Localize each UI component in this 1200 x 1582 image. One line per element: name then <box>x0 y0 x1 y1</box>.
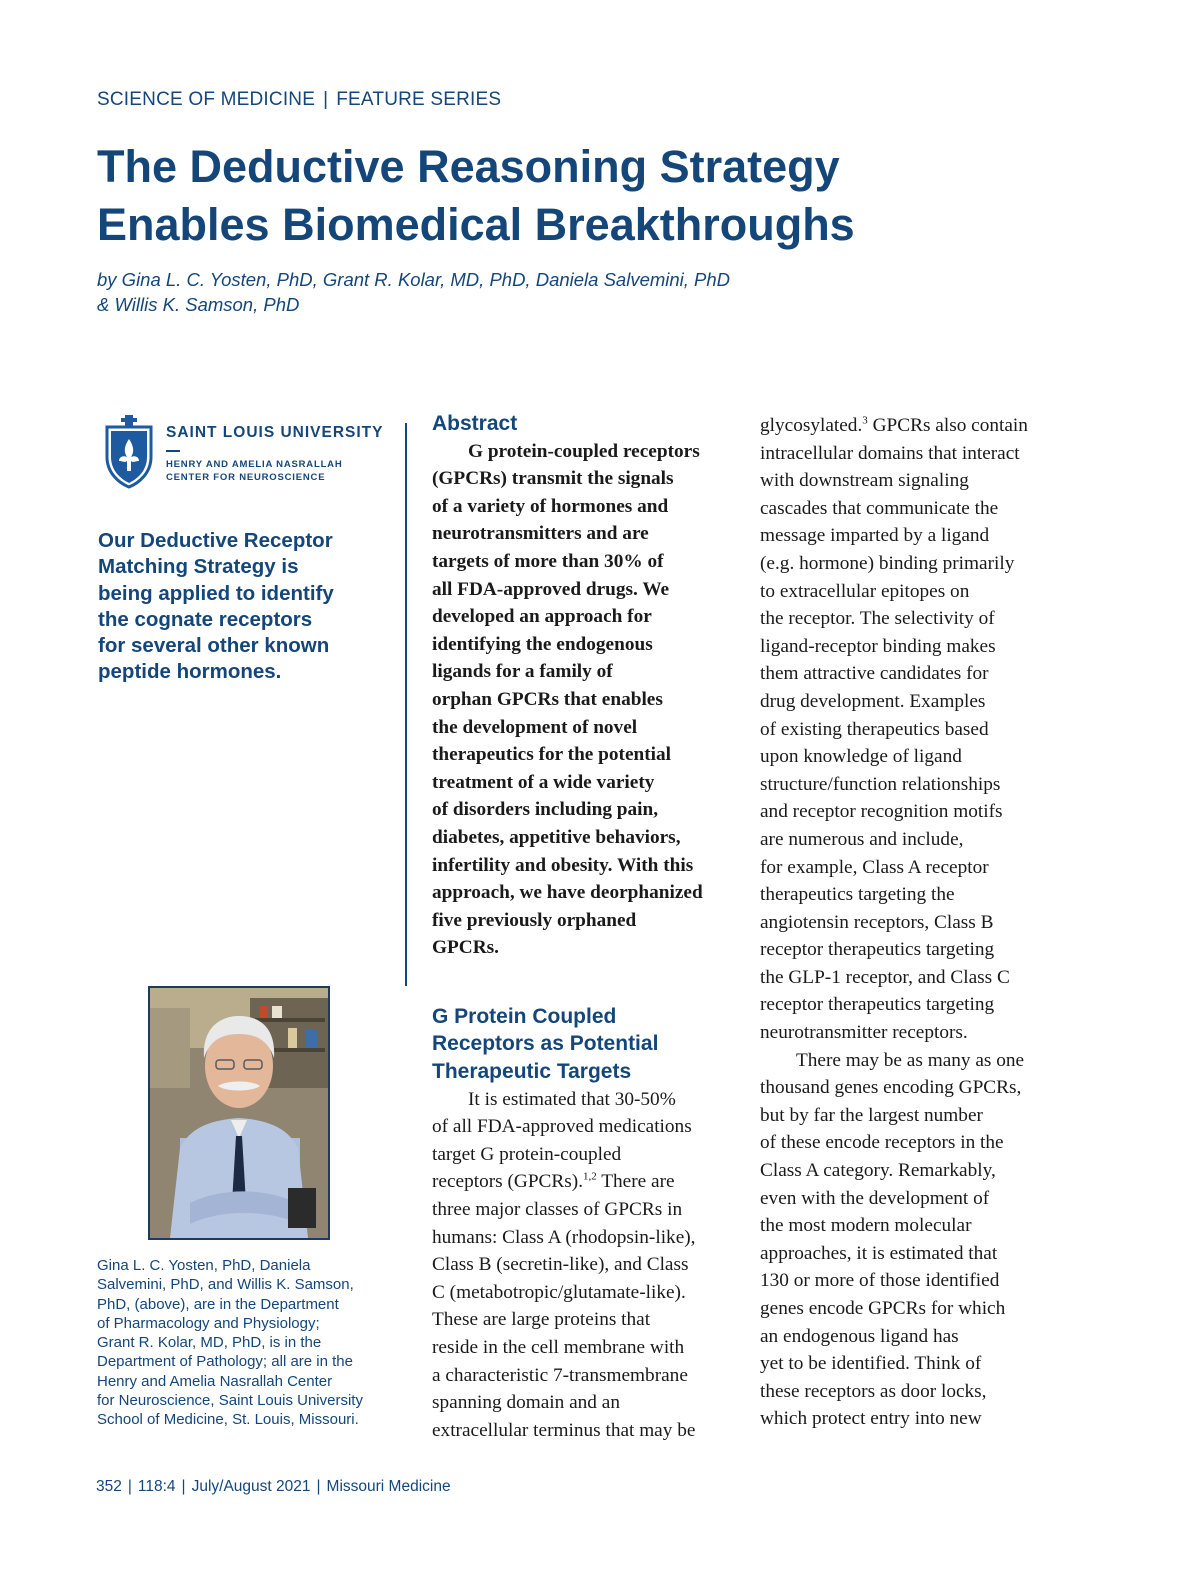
abstract-line: orphan GPCRs that enables <box>432 688 663 710</box>
body-line: the GLP-1 receptor, and Class C <box>760 966 1010 988</box>
center-line: HENRY AND AMELIA NASRALLAH <box>166 459 343 470</box>
footer-separator: | <box>316 1478 321 1495</box>
body-line: There may be as many as one <box>796 1049 1025 1071</box>
abstract-line: GPCRs. <box>432 937 499 959</box>
title-line: The Deductive Reasoning Strategy <box>97 141 840 192</box>
reference-superscript: 1,2 <box>583 1171 597 1184</box>
body-line: C (metabotropic/glutamate-like). <box>432 1281 686 1303</box>
title-line: Enables Biomedical Breakthroughs <box>97 199 855 250</box>
body-line: receptor therapeutics targeting <box>760 994 995 1016</box>
body-line: intracellular domains that interact <box>760 442 1020 464</box>
section-name: SCIENCE OF MEDICINE <box>97 89 316 110</box>
footer-separator: | <box>127 1478 132 1495</box>
section-separator: | <box>323 89 329 110</box>
body-line: genes encode GPCRs for which <box>760 1298 1006 1319</box>
byline-line: & Willis K. Samson, PhD <box>97 294 300 315</box>
body-line: cascades that communicate the <box>760 497 999 519</box>
body-line: these receptors as door locks, <box>760 1380 987 1402</box>
caption-line: School of Medicine, St. Louis, Missouri. <box>97 1411 359 1429</box>
body-line: Class A category. Remarkably, <box>760 1160 996 1182</box>
abstract-line: therapeutics for the potential <box>432 744 672 766</box>
logo-rule <box>166 450 180 452</box>
body-line: the most modern molecular <box>760 1215 972 1237</box>
section-heading-line: G Protein Coupled <box>432 1004 617 1028</box>
pull-quote-line: being applied to identify <box>98 581 334 605</box>
portrait-illustration <box>150 988 328 1238</box>
body-text: receptors (GPCRs). <box>432 1171 584 1193</box>
university-logo <box>103 413 393 489</box>
page-footer <box>96 1478 451 1496</box>
body-line: 130 or more of those identified <box>760 1270 1000 1292</box>
body-line: spanning domain and an <box>432 1392 620 1414</box>
pull-quote-line: the cognate receptors <box>98 607 313 631</box>
abstract-line: the development of novel <box>432 716 638 738</box>
section-body <box>432 1086 744 1445</box>
body-text: GPCRs also contain <box>867 415 1028 436</box>
body-line: with downstream signaling <box>760 470 969 492</box>
abstract-line: five previously orphaned <box>432 909 637 931</box>
body-line: structure/function relationships <box>760 773 1001 795</box>
body-line: approaches, it is estimated that <box>760 1242 998 1264</box>
caption-line: Salvemini, PhD, and Willis K. Samson, <box>97 1276 354 1294</box>
body-line: upon knowledge of ligand <box>760 746 962 768</box>
abstract-line: infertility and obesity. With this <box>432 854 694 876</box>
body-line: them attractive candidates for <box>760 663 989 685</box>
center-name <box>166 458 343 484</box>
section-heading <box>432 1003 744 1086</box>
center-line: CENTER FOR NEUROSCIENCE <box>166 472 326 483</box>
body-line: These are large proteins that <box>432 1309 651 1331</box>
body-line: yet to be identified. Think of <box>760 1353 982 1375</box>
author-photo <box>148 986 330 1240</box>
column-divider <box>405 423 407 986</box>
pull-quote-line: Our Deductive Receptor <box>98 529 333 552</box>
abstract-line: ligands for a family of <box>432 661 613 683</box>
caption-line: Grant R. Kolar, MD, PhD, is in the <box>97 1334 322 1352</box>
body-line: Class B (secretin-like), and Class <box>432 1254 689 1276</box>
section-heading-line: Therapeutic Targets <box>432 1060 632 1084</box>
abstract-line: diabetes, appetitive behaviors, <box>432 826 681 848</box>
shield-icon <box>103 413 155 489</box>
caption-line: Gina L. C. Yosten, PhD, Daniela <box>97 1257 311 1274</box>
body-line: message imparted by a ligand <box>760 525 990 547</box>
journal-name: Missouri Medicine <box>326 1478 451 1495</box>
body-line-with-ref <box>760 412 1080 440</box>
issue-date: July/August 2021 <box>191 1478 311 1495</box>
caption-line: Henry and Amelia Nasrallah Center <box>97 1372 333 1390</box>
pull-quote-line: Matching Strategy is <box>98 555 299 579</box>
university-name: SAINT LOUIS UNIVERSITY <box>166 424 384 441</box>
article-title <box>97 138 997 254</box>
caption-line: PhD, (above), are in the Department <box>97 1295 339 1313</box>
abstract-line: developed an approach for <box>432 606 652 628</box>
body-line: but by far the largest number <box>760 1104 983 1126</box>
photo-caption <box>97 1256 417 1430</box>
body-line: target G protein-coupled <box>432 1143 622 1165</box>
middle-column <box>432 410 744 1444</box>
caption-line: of Pharmacology and Physiology; <box>97 1314 320 1332</box>
body-line: receptor therapeutics targeting <box>760 939 995 961</box>
byline-line: by Gina L. C. Yosten, PhD, Grant R. Kolar, MD, PhD, Daniela Salvemini, PhD <box>97 269 731 290</box>
series-name: FEATURE SERIES <box>336 89 502 110</box>
footer-separator: | <box>181 1478 186 1495</box>
caption-line: for Neuroscience, Saint Louis University <box>97 1392 363 1410</box>
abstract-body <box>432 438 744 962</box>
abstract-line: G protein-coupled receptors <box>468 440 700 462</box>
reference-superscript: 3 <box>862 414 868 427</box>
body-line: of these encode receptors in the <box>760 1132 1004 1154</box>
body-text: There are <box>596 1171 675 1193</box>
abstract-line: of a variety of hormones and <box>432 495 669 517</box>
abstract-line: treatment of a wide variety <box>432 771 655 793</box>
body-line: humans: Class A (rhodopsin-like), <box>432 1226 696 1248</box>
body-line: for example, Class A receptor <box>760 856 989 878</box>
body-line: neurotransmitter receptors. <box>760 1022 968 1044</box>
abstract-line: all FDA-approved drugs. We <box>432 578 670 600</box>
body-line: therapeutics targeting the <box>760 884 955 906</box>
pull-quote-line: for several other known <box>98 634 330 658</box>
byline <box>97 267 897 317</box>
body-text: glycosylated. <box>760 415 863 436</box>
body-line-with-ref <box>432 1168 744 1196</box>
body-line: are numerous and include, <box>760 828 964 850</box>
body-line: three major classes of GPCRs in <box>432 1199 683 1221</box>
body-line: drug development. Examples <box>760 690 986 712</box>
abstract-line: approach, we have deorphanized <box>432 882 703 904</box>
body-line: even with the development of <box>760 1187 990 1209</box>
page-number: 352 <box>96 1478 122 1495</box>
abstract-line: neurotransmitters and are <box>432 523 649 545</box>
section-spacer <box>432 962 744 1003</box>
abstract-line: (GPCRs) transmit the signals <box>432 468 674 490</box>
abstract-line: of disorders including pain, <box>432 799 659 821</box>
abstract-heading: Abstract <box>432 412 518 435</box>
body-line: It is estimated that 30-50% <box>468 1088 676 1110</box>
pull-quote-line: peptide hormones. <box>98 660 282 684</box>
body-line: reside in the cell membrane with <box>432 1337 685 1358</box>
body-line: ligand-receptor binding makes <box>760 635 996 657</box>
body-line: of all FDA-approved medications <box>432 1116 692 1138</box>
body-line: to extracellular epitopes on <box>760 580 970 602</box>
body-line: (e.g. hormone) binding primarily <box>760 552 1015 574</box>
caption-line: Department of Pathology; all are in the <box>97 1353 353 1371</box>
body-line: the receptor. The selectivity of <box>760 608 995 630</box>
body-line: an endogenous ligand has <box>760 1325 959 1347</box>
body-line: thousand genes encoding GPCRs, <box>760 1077 1022 1099</box>
right-column <box>760 412 1080 1433</box>
body-line: extracellular terminus that may be <box>432 1419 696 1441</box>
pull-quote <box>98 528 388 686</box>
section-label <box>97 89 501 111</box>
abstract-line: targets of more than 30% of <box>432 550 664 572</box>
issue-number: 118:4 <box>137 1478 176 1495</box>
body-line: of existing therapeutics based <box>760 718 989 740</box>
body-line: and receptor recognition motifs <box>760 801 1003 823</box>
body-line: angiotensin receptors, Class B <box>760 911 994 933</box>
section-heading-line: Receptors as Potential <box>432 1032 659 1056</box>
abstract-line: identifying the endogenous <box>432 633 653 655</box>
body-line: a characteristic 7-transmembrane <box>432 1364 688 1386</box>
body-line: which protect entry into new <box>760 1408 982 1430</box>
